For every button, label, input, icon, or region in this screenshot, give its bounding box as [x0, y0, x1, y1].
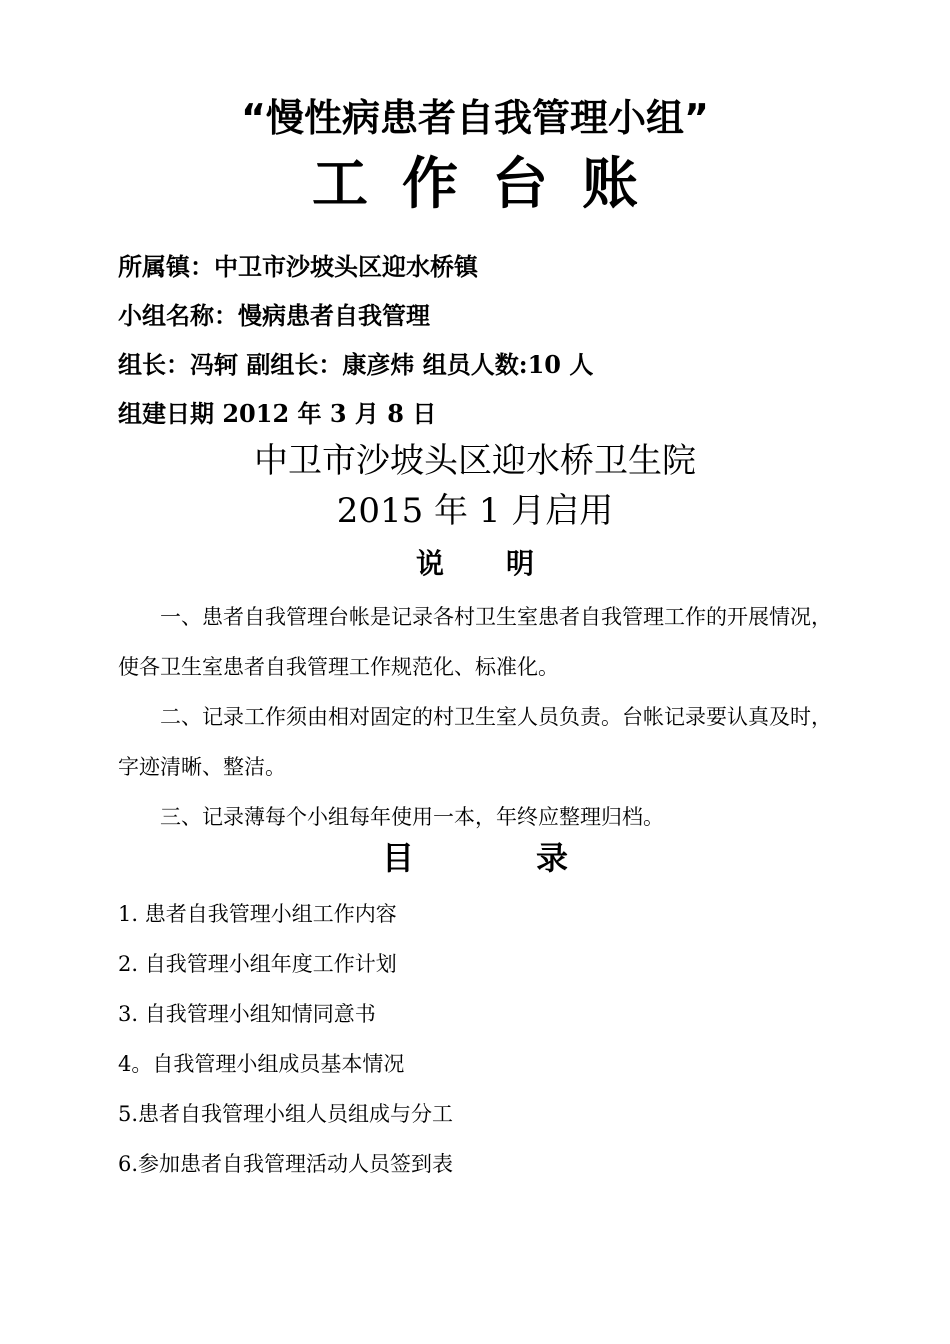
notes-paragraph-3: 三、记录薄每个小组每年使用一本，年终应整理归档。	[160, 805, 664, 829]
notes-paragraph-1: 一、患者自我管理台帐是记录各村卫生室患者自我管理工作的开展情况，使各卫生室患者自我管理工作规范化、标准化。	[118, 605, 832, 679]
toc-item: 4。自我管理小组成员基本情况	[118, 1052, 405, 1076]
toc-item: 5.患者自我管理小组人员组成与分工	[118, 1102, 454, 1126]
info-town: 所属镇：中卫市沙坡头区迎水桥镇	[118, 252, 478, 281]
toc-heading	[0, 836, 950, 880]
toc-item: 3. 自我管理小组知情同意书	[118, 1002, 376, 1026]
toc-heading-left: 目	[381, 839, 414, 877]
notes-paragraph-2: 二、记录工作须由相对固定的村卫生室人员负责。台帐记录要认真及时，字迹清晰、整洁。	[118, 705, 832, 779]
organization-name: 中卫市沙坡头区迎水桥卫生院	[254, 441, 696, 481]
info-established-date: 组建日期 2012 年 3 月 8 日	[118, 399, 437, 428]
document-title: “慢性病患者自我管理小组”	[241, 96, 709, 140]
toc-item: 2. 自我管理小组年度工作计划	[118, 952, 397, 976]
info-leaders: 组长：冯轲 副组长：康彦炜 组员人数:10 人	[118, 350, 594, 379]
start-date: 2015 年 1 月启用	[336, 491, 614, 531]
toc-item: 1. 患者自我管理小组工作内容	[118, 902, 397, 926]
notes-heading	[0, 544, 950, 584]
info-group-name: 小组名称：慢病患者自我管理	[118, 301, 430, 330]
notes-heading-left: 说	[415, 547, 444, 580]
toc-item: 6.参加患者自我管理活动人员签到表	[118, 1152, 454, 1176]
toc-heading-right: 录	[536, 839, 569, 877]
notes-heading-right: 明	[506, 547, 535, 580]
document-subtitle: 工作台账	[312, 152, 672, 217]
